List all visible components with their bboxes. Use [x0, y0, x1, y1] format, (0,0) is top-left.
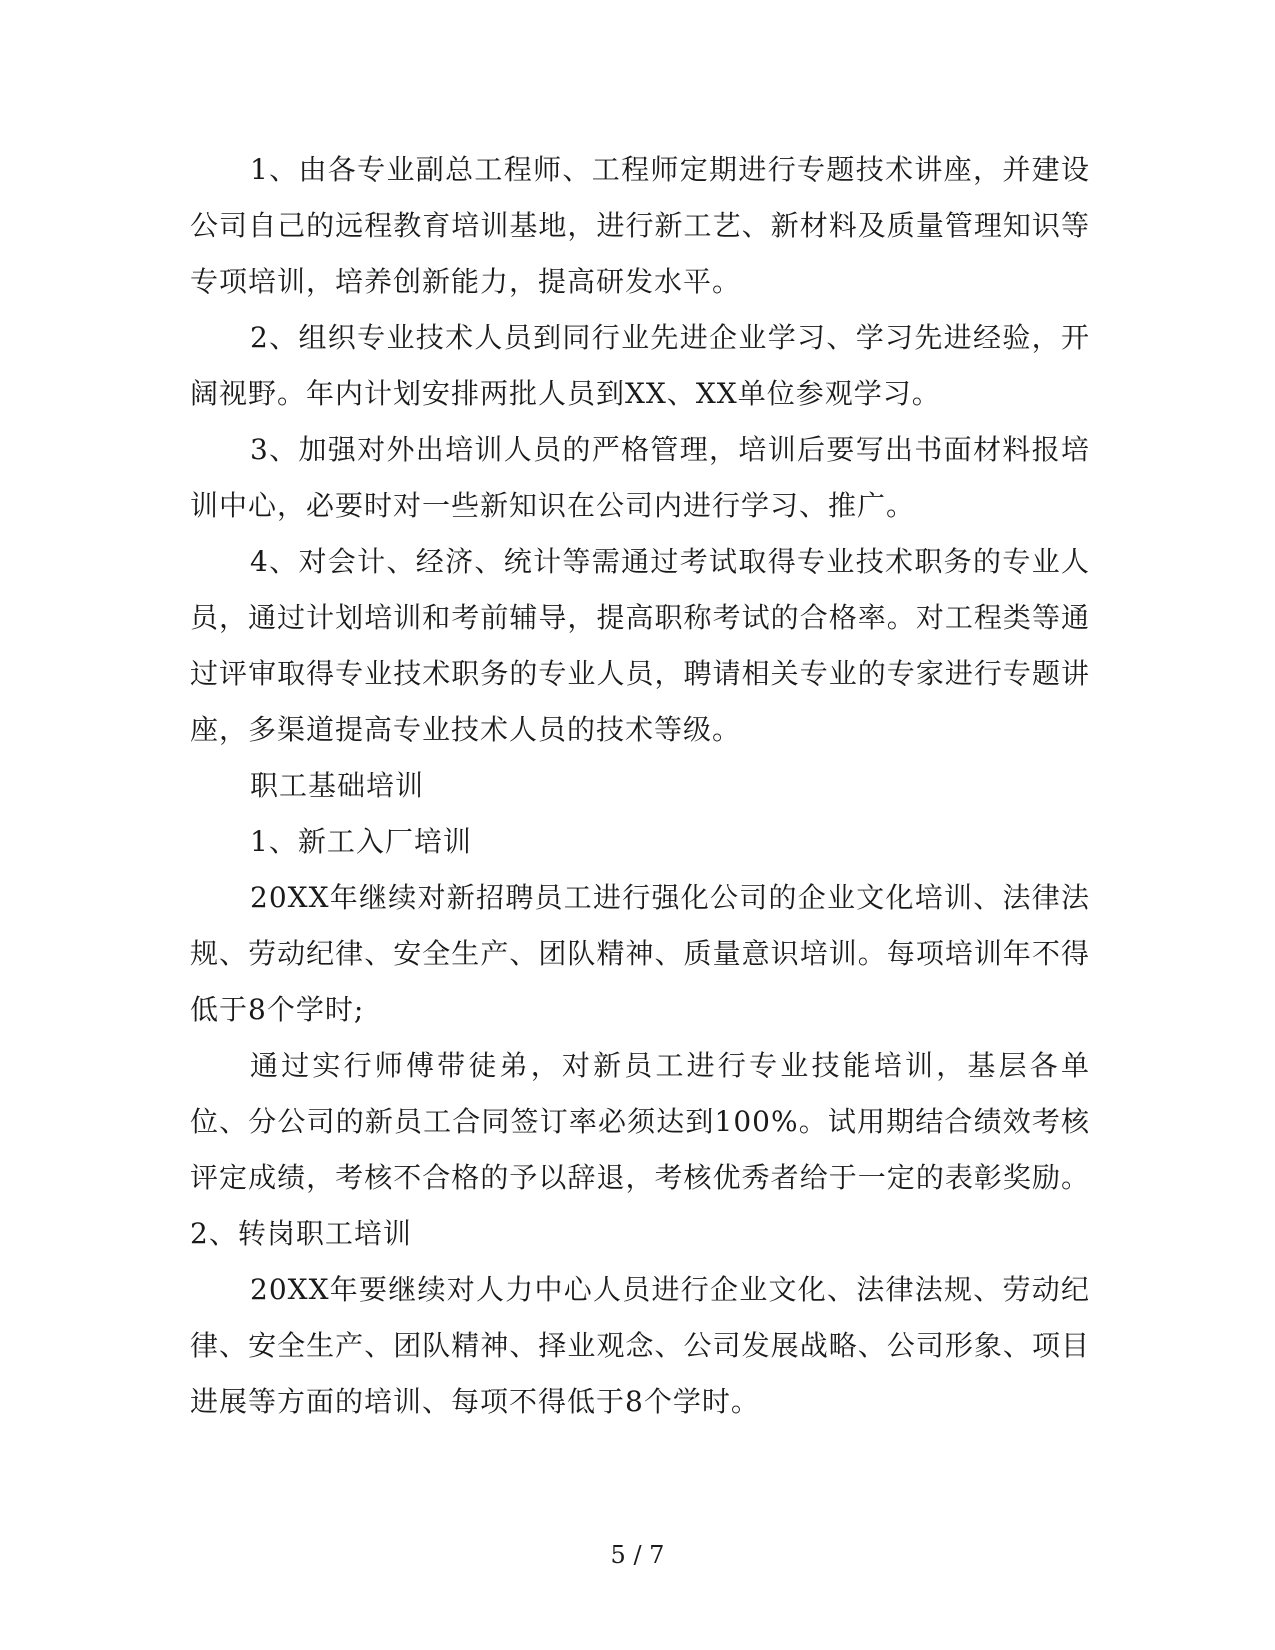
page-number: 5 / 7: [610, 1541, 665, 1569]
paragraph-2: 2、组织专业技术人员到同行业先进企业学习、学习先进经验，开阔视野。年内计划安排两批人员到XX、XX单位参观学习。: [190, 321, 1090, 410]
paragraph-1: 1、由各专业副总工程师、工程师定期进行专题技术讲座，并建设公司自己的远程教育培训基地，进行新工艺、新材料及质量管理知识等专项培训，培养创新能力，提高研发水平。: [190, 153, 1090, 298]
document-body: [190, 142, 1090, 1430]
paragraph-4: 4、对会计、经济、统计等需通过考试取得专业技术职务的专业人员，通过计划培训和考前辅导，提高职称考试的合格率。对工程类等通过评审取得专业技术职务的专业人员，聘请相关专业的专家进行专题讲座，多渠道提高专业技术人员的技术等级。: [190, 545, 1090, 746]
paragraph-3: 3、加强对外出培训人员的严格管理，培训后要写出书面材料报培训中心，必要时对一些新知识在公司内进行学习、推广。: [190, 433, 1090, 522]
subsection-heading: 1、新工入厂培训: [250, 825, 472, 858]
section-heading: 职工基础培训: [250, 769, 425, 802]
paragraph-5: 20XX年继续对新招聘员工进行强化公司的企业文化培训、法律法规、劳动纪律、安全生产、团队精神、质量意识培训。每项培训年不得低于8个学时;: [190, 881, 1090, 1026]
paragraph-6: 通过实行师傅带徒弟，对新员工进行专业技能培训，基层各单位、分公司的新员工合同签订率必须达到100%。试用期结合绩效考核评定成绩，考核不合格的予以辞退，考核优秀者给于一定的表彰奖励。2、转岗职工培训: [190, 1049, 1090, 1250]
paragraph-7: 20XX年要继续对人力中心人员进行企业文化、法律法规、劳动纪律、安全生产、团队精神、择业观念、公司发展战略、公司形象、项目进展等方面的培训、每项不得低于8个学时。: [190, 1273, 1090, 1418]
